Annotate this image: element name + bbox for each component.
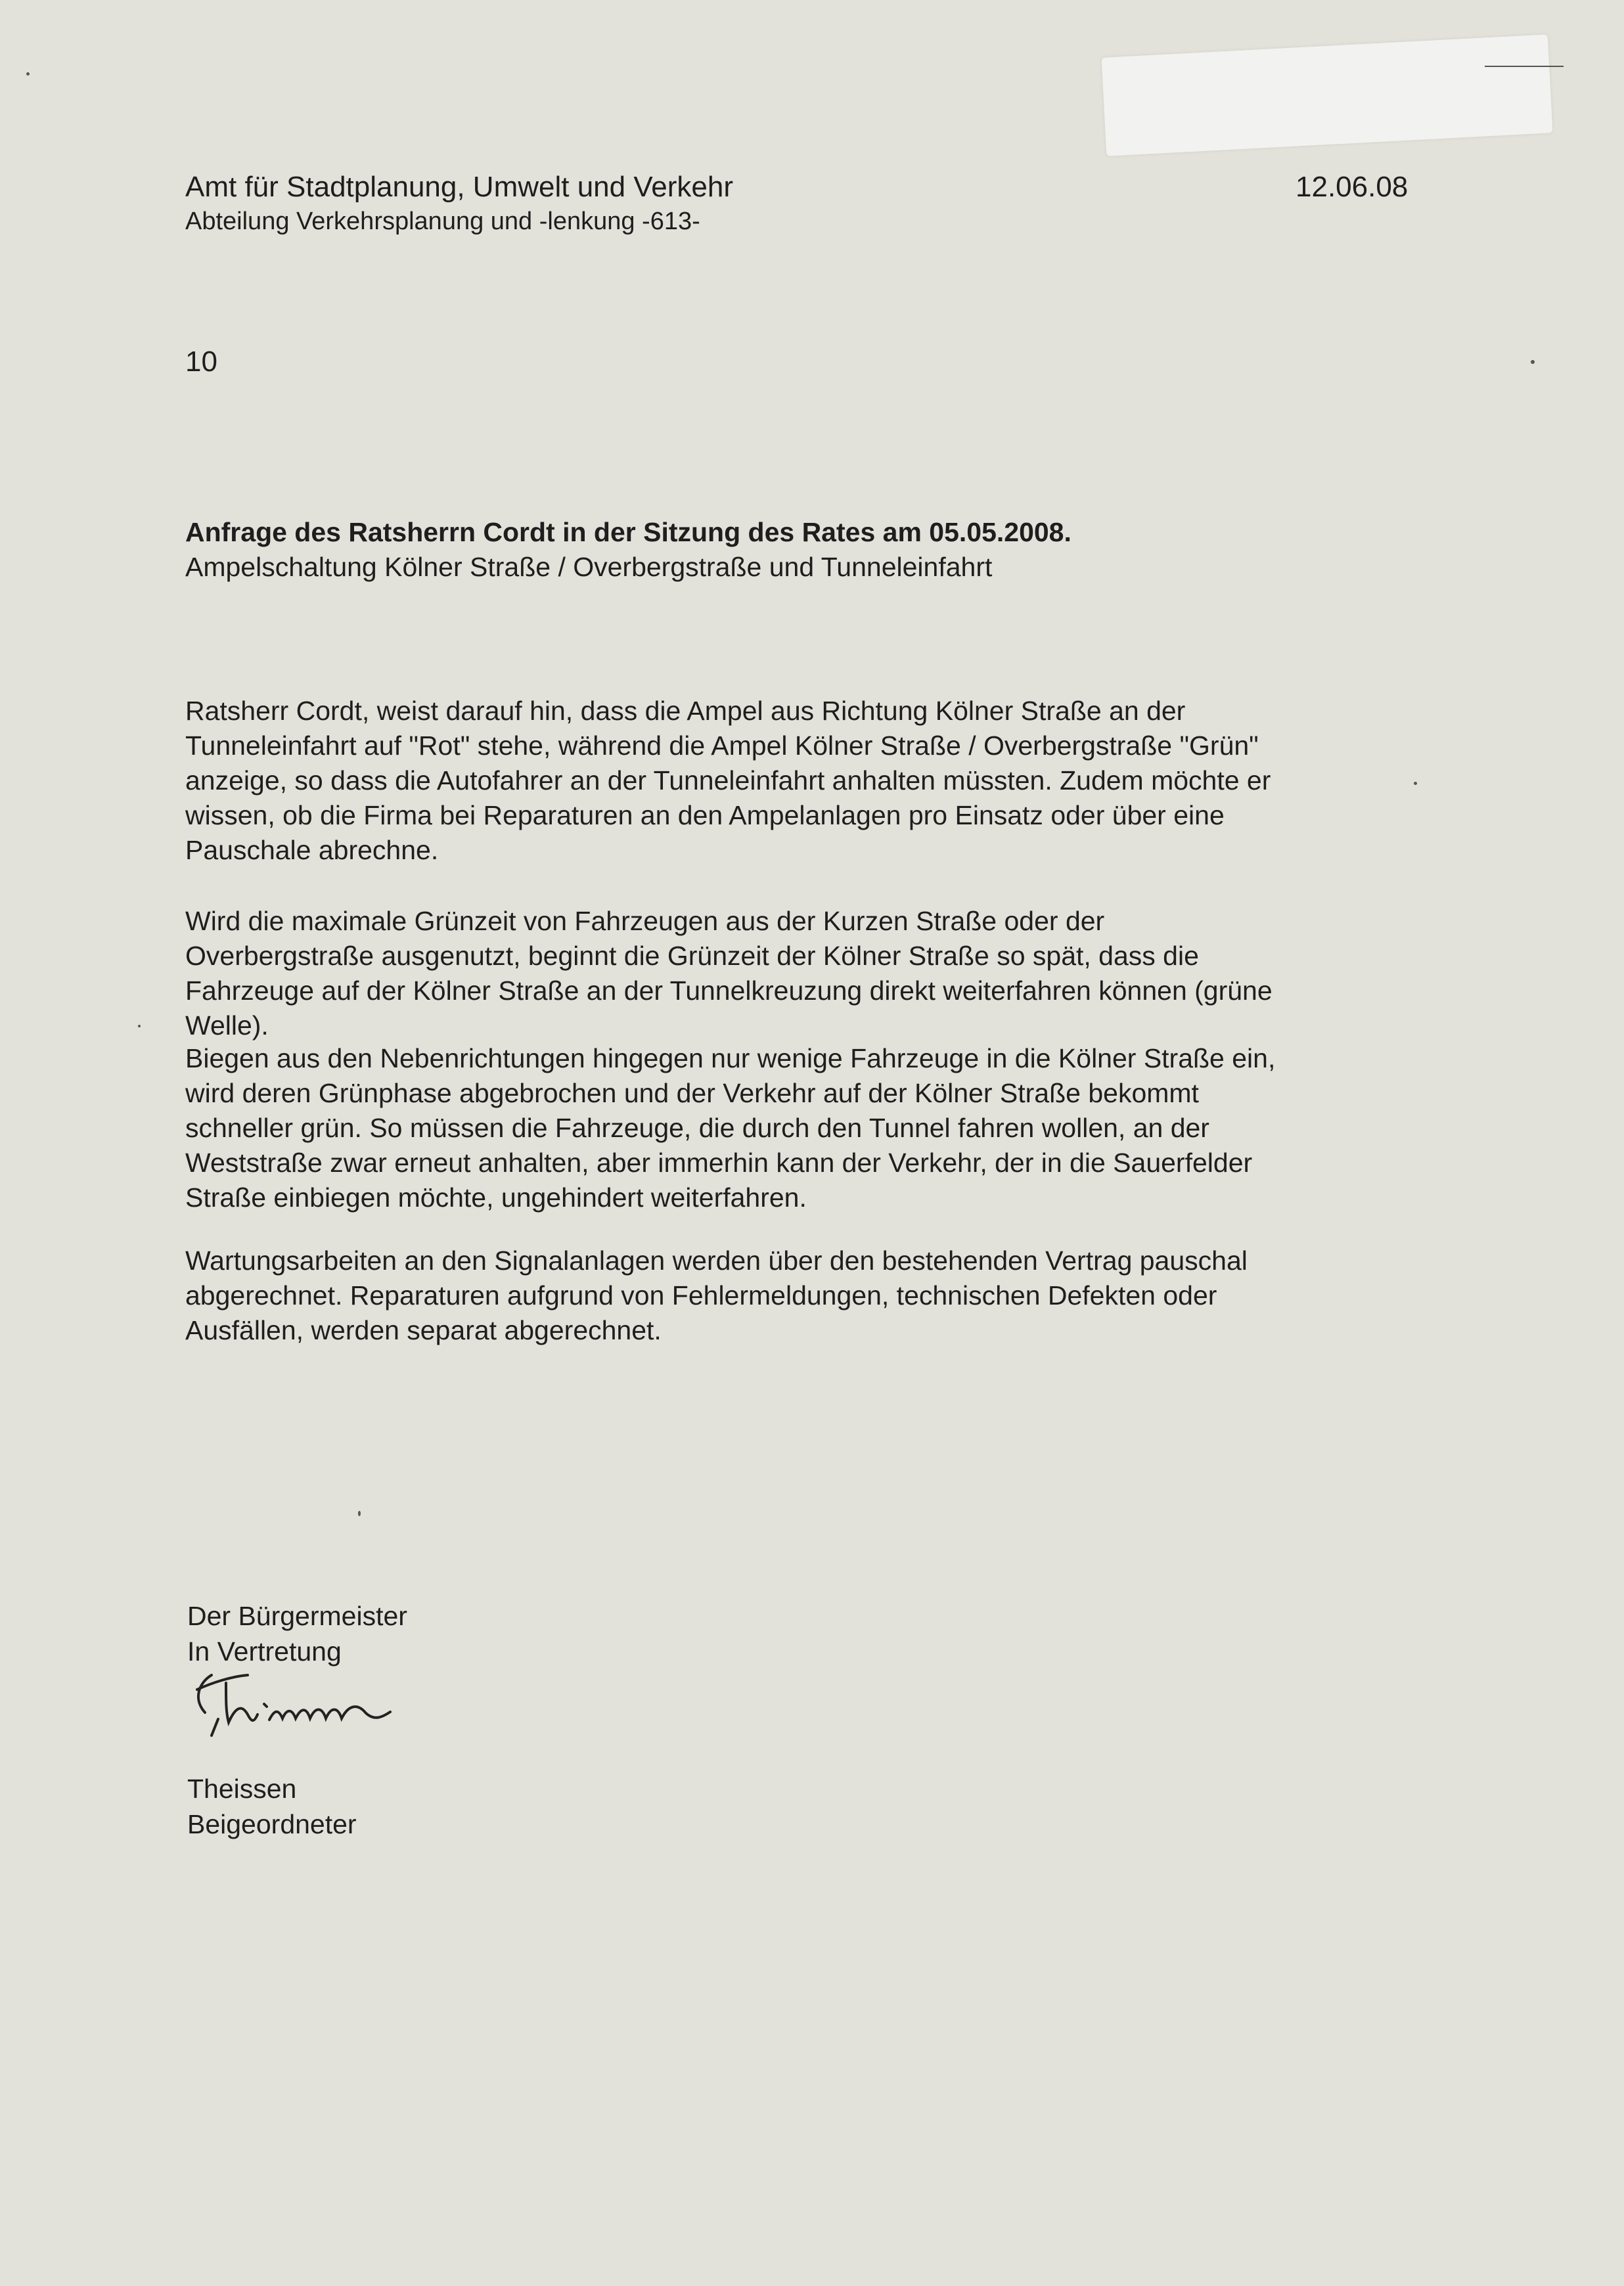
- paragraph-green-time: [185, 904, 1433, 1043]
- text-line: Straße einbiegen möchte, ungehindert weiterfahren.: [185, 1182, 807, 1213]
- text-line: wissen, ob die Firma bei Reparaturen an den Ampelanlagen pro Einsatz oder über eine: [185, 800, 1225, 830]
- text-line: anzeige, so dass die Autofahrer an der Tunneleinfahrt anhalten müssten. Zudem möchte er: [185, 765, 1271, 796]
- document-title: Anfrage des Ratsherrn Cordt in der Sitzung des Rates am 05.05.2008.: [185, 517, 1071, 547]
- text-line: Ratsherr Cordt, weist darauf hin, dass die Ampel aus Richtung Kölner Straße an der: [185, 696, 1186, 726]
- closing-block: [187, 1598, 407, 1669]
- text-line: schneller grün. So müssen die Fahrzeuge, die durch den Tunnel fahren wollen, an der: [185, 1113, 1209, 1143]
- division-name: Abteilung Verkehrsplanung und -lenkung -613-: [185, 208, 700, 235]
- document-subtitle: Ampelschaltung Kölner Straße / Overbergstraße und Tunneleinfahrt: [185, 552, 993, 582]
- paragraph-side-roads: [185, 1041, 1433, 1215]
- signer-name: Theissen: [187, 1774, 297, 1804]
- text-line: Fahrzeuge auf der Kölner Straße an der Tunnelkreuzung direkt weiterfahren können (grüne: [185, 975, 1273, 1006]
- page-number: 10: [185, 346, 217, 378]
- signer-block: [187, 1771, 357, 1842]
- text-line: Weststraße zwar erneut anhalten, aber immerhin kann der Verkehr, der in die Sauerfelder: [185, 1148, 1253, 1178]
- text-line: Ausfällen, werden separat abgerechnet.: [185, 1315, 662, 1345]
- scan-speck: [358, 1511, 361, 1516]
- text-line: Overbergstraße ausgenutzt, beginnt die Grünzeit der Kölner Straße so spät, dass die: [185, 941, 1199, 971]
- text-line: Pauschale abrechne.: [185, 835, 439, 865]
- text-line: Biegen aus den Nebenrichtungen hingegen nur wenige Fahrzeuge in die Kölner Straße ein,: [185, 1043, 1276, 1073]
- document-date: 12.06.08: [1296, 171, 1409, 203]
- closing-representation: In Vertretung: [187, 1636, 342, 1667]
- department-name: Amt für Stadtplanung, Umwelt und Verkehr: [185, 171, 733, 203]
- scan-speck: [138, 1025, 141, 1027]
- paragraph-maintenance: [185, 1244, 1433, 1348]
- tape-strip: [1102, 34, 1553, 156]
- closing-office: Der Bürgermeister: [187, 1601, 407, 1631]
- text-line: wird deren Grünphase abgebrochen und der Verkehr auf der Kölner Straße bekommt: [185, 1078, 1199, 1108]
- paragraph-inquiry: [185, 694, 1433, 868]
- text-line: Welle).: [185, 1010, 269, 1041]
- text-line: Tunneleinfahrt auf "Rot" stehe, während die Ampel Kölner Straße / Overbergstraße "Grün": [185, 730, 1259, 761]
- scan-speck: [26, 72, 30, 76]
- scan-speck: [1531, 360, 1535, 364]
- text-line: abgerechnet. Reparaturen aufgrund von Fehlermeldungen, technischen Defekten oder: [185, 1280, 1217, 1311]
- scan-mark: [1485, 66, 1564, 67]
- text-line: Wird die maximale Grünzeit von Fahrzeugen aus der Kurzen Straße oder der: [185, 906, 1105, 936]
- handwritten-signature: [185, 1663, 527, 1762]
- text-line: Wartungsarbeiten an den Signalanlagen werden über den bestehenden Vertrag pauschal: [185, 1245, 1248, 1276]
- signer-title: Beigeordneter: [187, 1809, 357, 1839]
